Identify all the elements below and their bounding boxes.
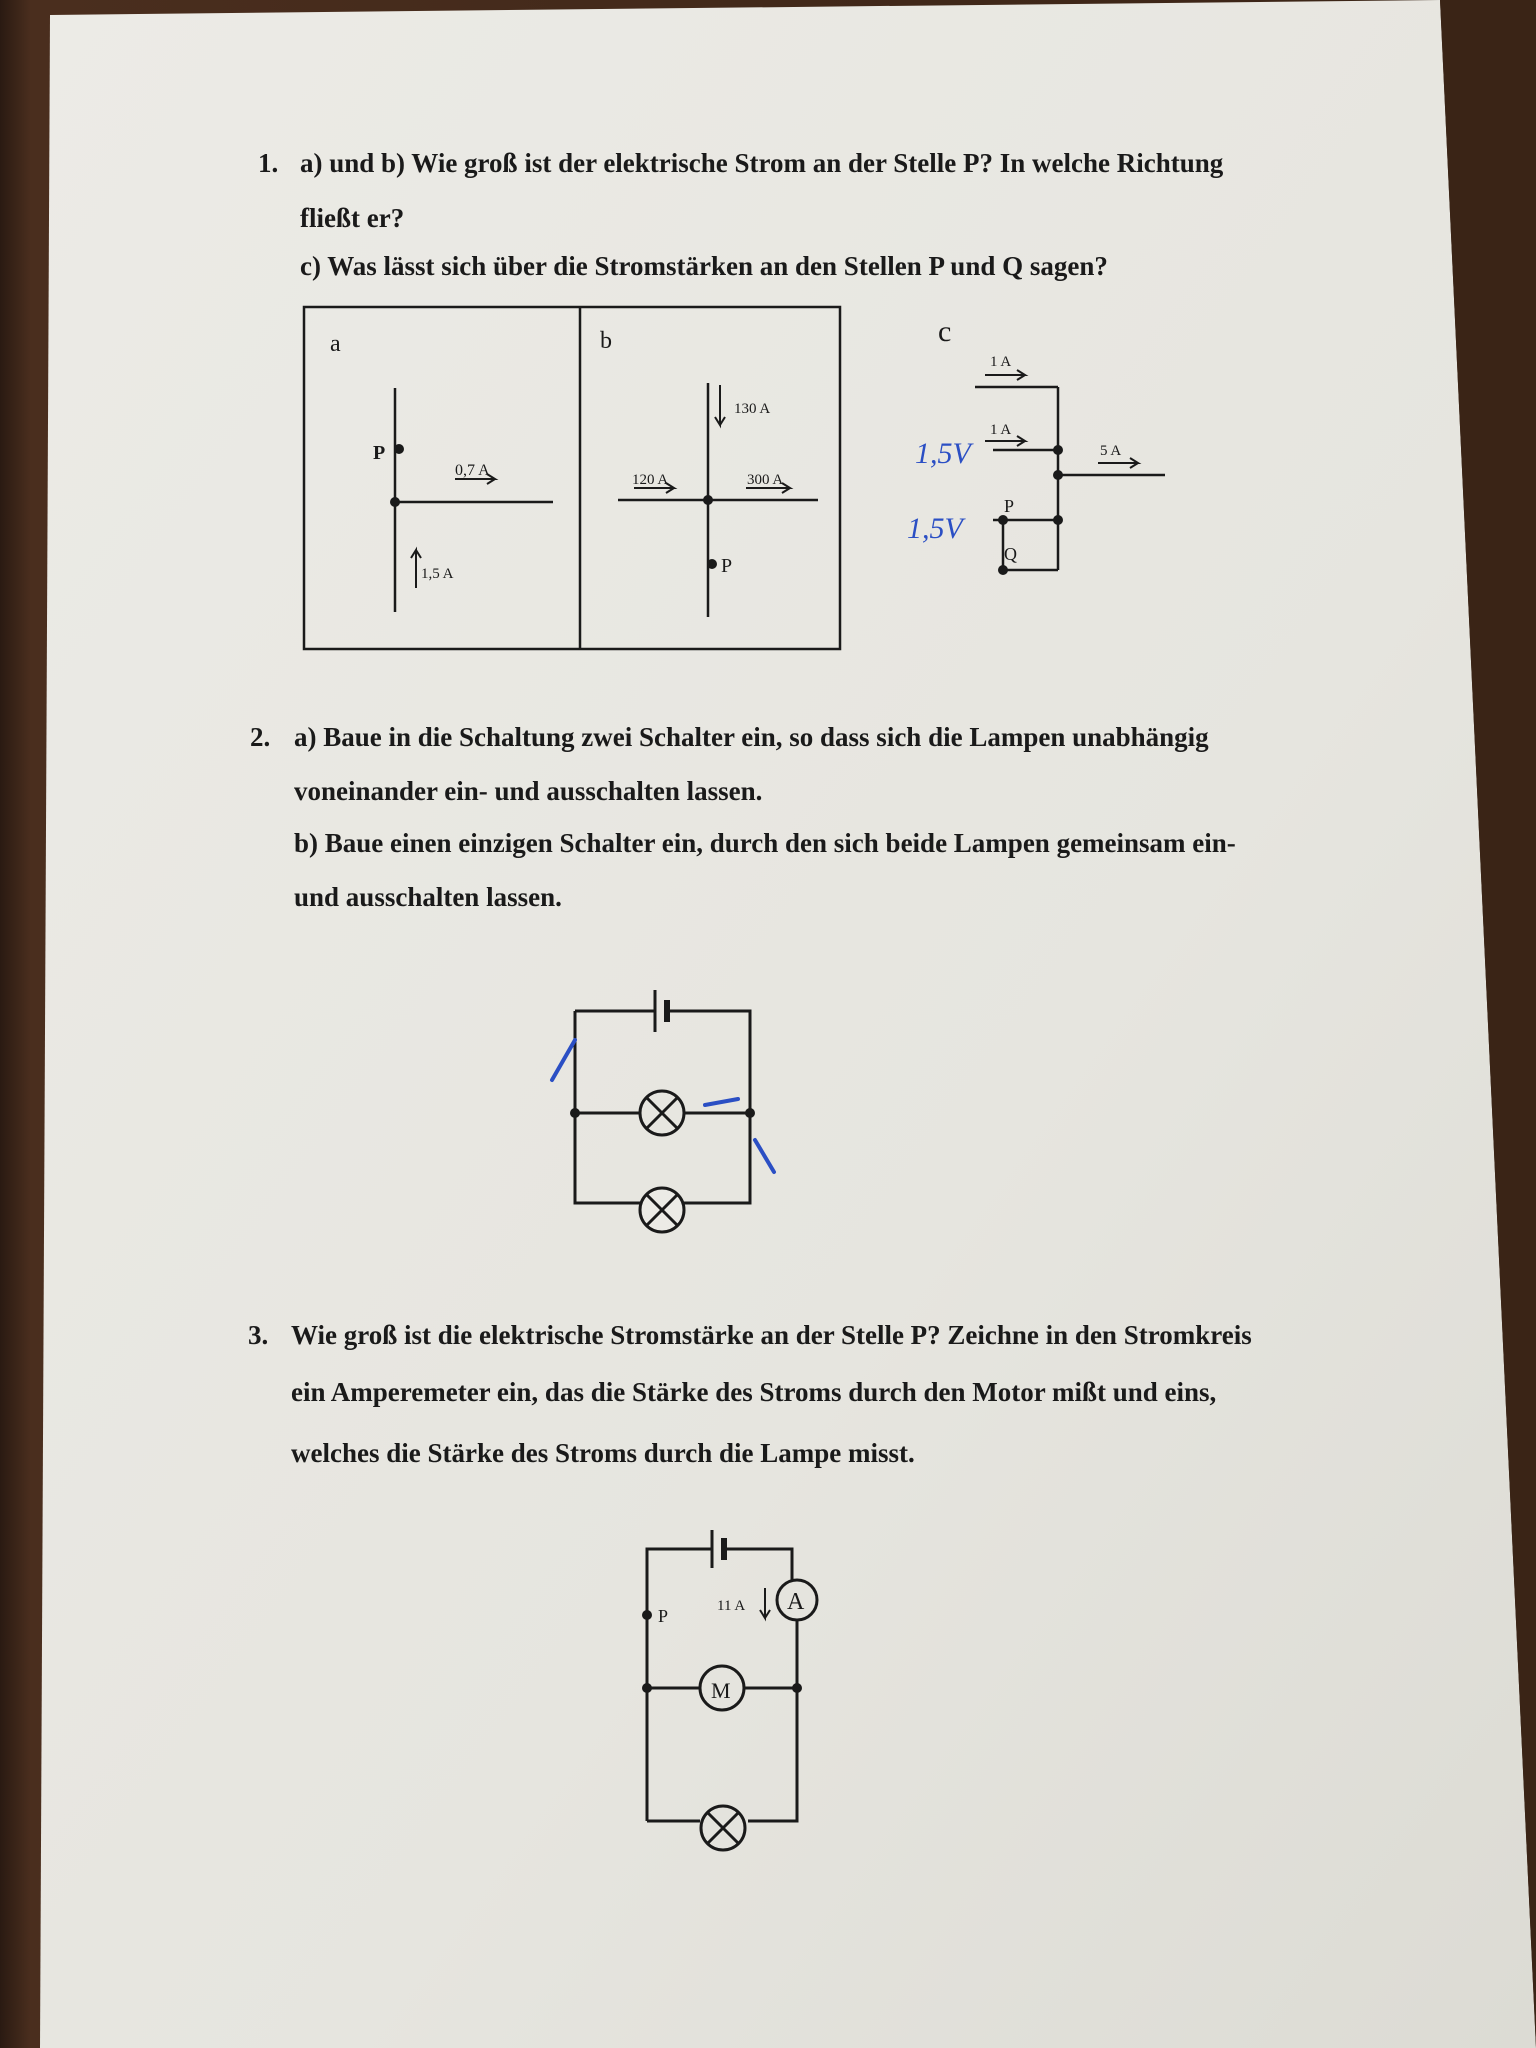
q3-current: 11 A	[717, 1598, 746, 1614]
motor-label: M	[711, 1678, 731, 1703]
q3-line2: ein Amperemeter ein, das die Stärke des Stroms durch den Motor mißt und eins,	[291, 1377, 1217, 1407]
fig-a-current-right: 0,7 A	[455, 462, 490, 479]
q2-number: 2.	[250, 722, 271, 752]
fig-c-p: P	[1004, 496, 1015, 516]
q2-line1: a) Baue in die Schaltung zwei Schalter ein, so dass sich die Lampen unabhängig	[294, 722, 1209, 752]
q1-number: 1.	[258, 148, 279, 178]
q2-line4: und ausschalten lassen.	[294, 882, 562, 912]
q3-line3: welches die Stärke des Stroms durch die Lampe misst.	[291, 1438, 915, 1468]
q3-p: P	[658, 1606, 669, 1626]
q2-line3: b) Baue einen einzigen Schalter ein, durch den sich beide Lampen gemeinsam ein-	[294, 828, 1236, 858]
q3-line1: Wie groß ist die elektrische Stromstärke an der Stelle P? Zeichne in den Stromkreis	[291, 1320, 1252, 1350]
q1-line3: c) Was lässt sich über die Stromstärken an den Stellen P und Q sagen?	[300, 251, 1108, 281]
handwritten-voltage-2: 1,5V	[907, 512, 963, 545]
fig-c-current-top: 1 A	[990, 354, 1012, 370]
q1-line2: fließt er?	[300, 203, 405, 233]
fig-b-current-right: 300 A	[747, 472, 784, 488]
fig-b-p: P	[721, 555, 733, 577]
fig-c-q: Q	[1004, 544, 1017, 564]
fig-a-current-up: 1,5 A	[421, 566, 454, 582]
fig-c-label: c	[938, 315, 952, 348]
fig-b-current-left: 120 A	[632, 472, 669, 488]
fig-b-current-top: 130 A	[734, 401, 771, 417]
q2-line2: voneinander ein- und ausschalten lassen.	[294, 776, 763, 806]
fig-c-current-mid: 1 A	[990, 422, 1012, 438]
q3-number: 3.	[248, 1320, 269, 1350]
fig-a-p: P	[373, 442, 386, 464]
ammeter-label: A	[787, 1589, 805, 1615]
fig-b-label: b	[600, 328, 612, 354]
q1-line1: a) und b) Wie groß ist der elektrische Strom an der Stelle P? In welche Richtung	[300, 148, 1224, 178]
fig-a-label: a	[330, 331, 341, 357]
handwritten-voltage-1: 1,5V	[915, 437, 971, 470]
fig-c-current-out: 5 A	[1100, 443, 1122, 459]
